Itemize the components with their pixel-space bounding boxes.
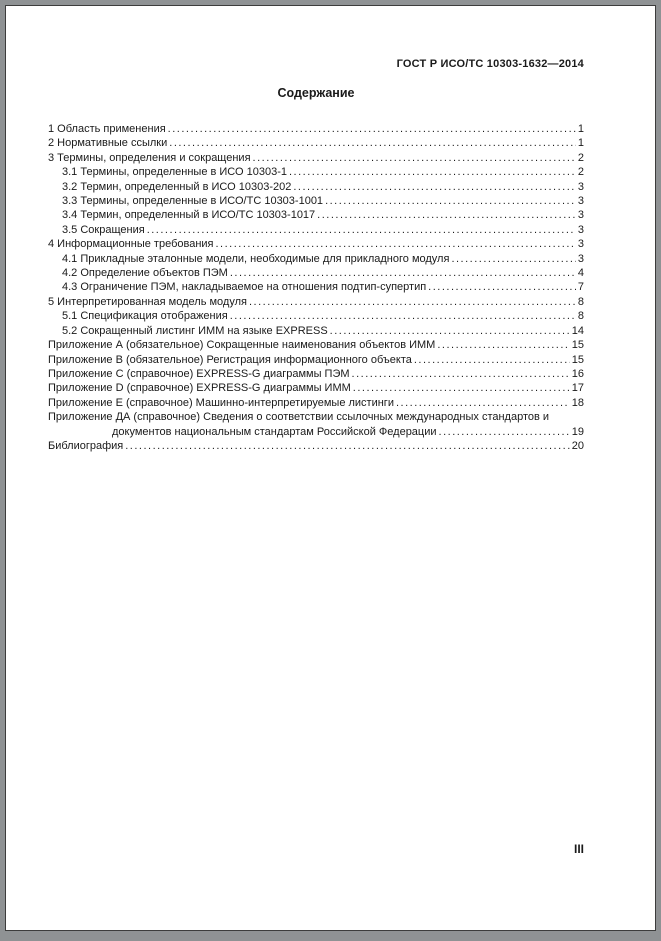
toc-entry — [48, 208, 584, 222]
toc-entry-page: 3 — [577, 180, 584, 193]
toc-entry — [48, 324, 584, 338]
toc-entry-page: 15 — [571, 339, 584, 352]
toc-dot-leader — [325, 194, 576, 208]
toc-entry-page: 3 — [577, 223, 584, 236]
toc-dot-leader — [230, 309, 576, 323]
toc-entry-label: Приложение ДА (справочное) Сведения о соответствии ссылочных международных стандартов и — [48, 411, 550, 424]
toc-dot-leader — [168, 122, 576, 136]
toc-entry-page: 8 — [577, 310, 584, 323]
toc-dot-leader — [439, 425, 570, 439]
toc-dot-leader — [396, 396, 570, 410]
toc-entry-label: 4.1 Прикладные эталонные модели, необходимые для прикладного модуля — [62, 252, 450, 265]
toc-dot-leader — [317, 208, 576, 222]
toc-entry-page: 2 — [577, 151, 584, 164]
toc-dot-leader — [169, 136, 576, 150]
toc-entry — [48, 122, 584, 136]
toc-entry-label: 4.2 Определение объектов ПЭМ — [62, 267, 228, 280]
toc-entry-page: 14 — [571, 324, 584, 337]
toc-entry-label: 3.5 Сокращения — [62, 223, 145, 236]
toc-entry-page: 18 — [571, 396, 584, 409]
toc-dot-leader — [330, 324, 570, 338]
toc-entry — [48, 338, 584, 352]
toc-entry-page: 19 — [571, 425, 584, 438]
page-number: III — [573, 842, 584, 856]
toc-dot-leader — [125, 439, 570, 453]
toc-dot-leader — [437, 338, 569, 352]
toc-entry-label: 3 Термины, определения и сокращения — [48, 151, 251, 164]
toc-entry-page: 7 — [577, 281, 584, 294]
toc-entry — [48, 439, 584, 453]
document-page — [5, 5, 656, 931]
toc-entry — [48, 295, 584, 309]
toc-entry-page: 20 — [571, 439, 584, 452]
toc-entry-label: Приложение В (обязательное) Регистрация информационного объекта — [48, 353, 412, 366]
toc-entry-label: 2 Нормативные ссылки — [48, 137, 168, 150]
toc-entry — [48, 309, 584, 323]
toc-entry-page: 3 — [577, 209, 584, 222]
toc-entry-page: 15 — [571, 353, 584, 366]
toc-entry-label: Приложение D (справочное) EXPRESS-G диаграммы ИММ — [48, 382, 351, 395]
toc-entry-label: 3.1 Термины, определенные в ИСО 10303-1 — [62, 166, 287, 179]
toc-entry-label: документов национальным стандартам Российской Федерации — [112, 425, 437, 438]
toc-entry-page: 1 — [577, 123, 584, 135]
toc-entry-label: 3.2 Термин, определенный в ИСО 10303-202 — [62, 180, 292, 193]
toc-entry-label: 3.3 Термины, определенные в ИСО/ТС 10303-1001 — [62, 195, 324, 208]
toc-entry-page: 3 — [577, 238, 584, 251]
toc-entry-page: 3 — [577, 195, 584, 208]
toc-entry-label: 1 Область применения — [48, 123, 166, 135]
toc-entry-page: 4 — [577, 267, 584, 280]
toc-entry-page: 17 — [571, 382, 584, 395]
toc-entry-page: 1 — [577, 137, 584, 150]
toc-dot-leader — [353, 381, 570, 395]
toc-dot-leader — [230, 266, 576, 280]
toc-dot-leader — [216, 237, 576, 251]
toc-entry — [48, 353, 584, 367]
toc-entry-label: 3.4 Термин, определенный в ИСО/ТС 10303-1017 — [62, 209, 316, 222]
toc-entry — [48, 280, 584, 294]
toc-entry-page: 2 — [577, 166, 584, 179]
toc-entry-label: 5.1 Спецификация отображения — [62, 310, 228, 323]
toc-entry-label: 5.2 Сокращенный листинг ИММ на языке EXPRESS — [62, 324, 328, 337]
toc-entry — [48, 425, 584, 439]
table-of-contents — [48, 122, 584, 453]
toc-dot-leader — [293, 180, 576, 194]
toc-dot-leader — [451, 252, 575, 266]
toc-dot-leader — [253, 151, 576, 165]
toc-entry — [48, 396, 584, 410]
toc-entry — [48, 252, 584, 266]
toc-entry — [48, 237, 584, 251]
toc-entry-label: Приложение Е (справочное) Машинно-интерпретируемые листинги — [48, 396, 394, 409]
toc-entry — [48, 367, 584, 381]
toc-entry-page: 8 — [577, 295, 584, 308]
toc-entry — [48, 194, 584, 208]
toc-entry — [48, 223, 584, 237]
document-header: ГОСТ Р ИСО/ТС 10303-1632—2014 — [396, 58, 584, 70]
toc-dot-leader — [249, 295, 576, 309]
toc-entry — [48, 136, 584, 150]
toc-entry — [48, 410, 584, 424]
toc-entry-label: 4.3 Ограничение ПЭМ, накладываемое на отношения подтип-супертип — [62, 281, 427, 294]
toc-entry-label: Библиография — [48, 439, 124, 452]
toc-entry-label: Приложение С (справочное) EXPRESS-G диаграммы ПЭМ — [48, 367, 350, 380]
toc-dot-leader — [147, 223, 576, 237]
toc-entry — [48, 180, 584, 194]
toc-entry-page: 3 — [577, 252, 584, 265]
toc-dot-leader — [289, 165, 576, 179]
page-title: Содержание — [277, 86, 355, 100]
toc-dot-leader — [352, 367, 570, 381]
toc-entry-label: Приложение А (обязательное) Сокращенные наименования объектов ИММ — [48, 339, 436, 352]
toc-entry-label: 5 Интерпретированная модель модуля — [48, 295, 247, 308]
toc-entry-page: 16 — [571, 367, 584, 380]
toc-dot-leader — [428, 280, 576, 294]
toc-entry-label: 4 Информационные требования — [48, 238, 214, 251]
toc-entry — [48, 266, 584, 280]
toc-entry — [48, 151, 584, 165]
toc-entry — [48, 381, 584, 395]
toc-dot-leader — [414, 353, 570, 367]
toc-entry — [48, 165, 584, 179]
